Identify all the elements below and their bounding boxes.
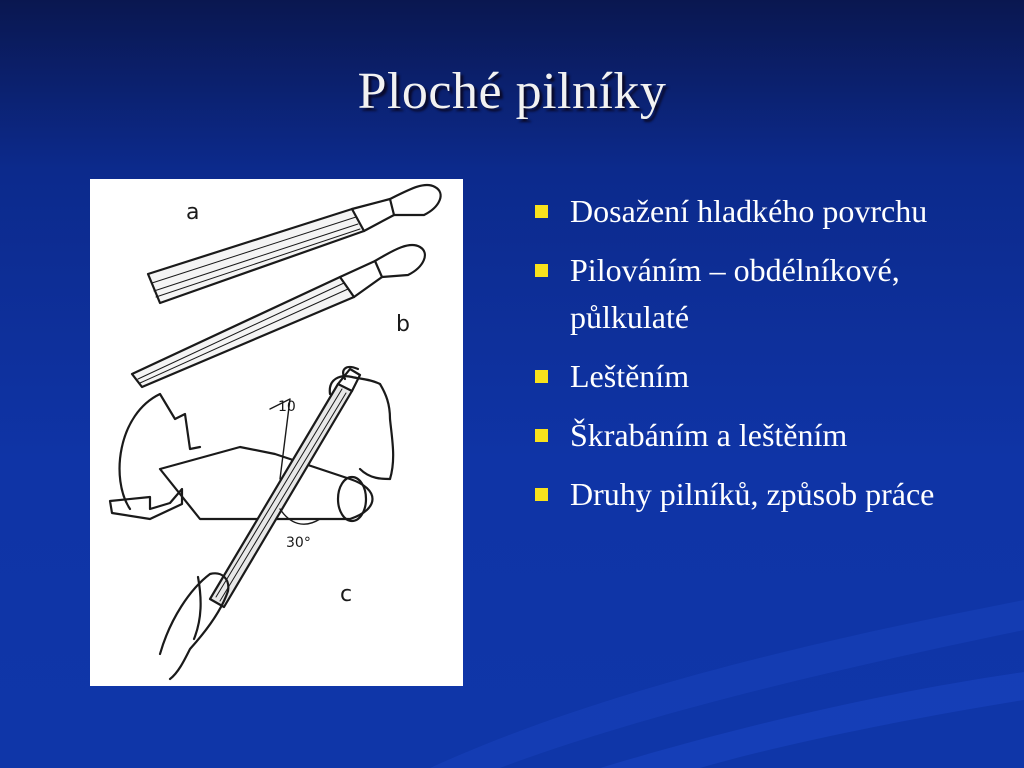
bullet-text: Dosažení hladkého povrchu (570, 193, 928, 229)
bullet-item (532, 412, 1002, 459)
square-bullet-icon (535, 370, 548, 383)
square-bullet-icon (535, 488, 548, 501)
square-bullet-icon (535, 264, 548, 277)
bullet-item (532, 188, 1002, 235)
slide-title: Ploché pilníky (357, 63, 667, 120)
label-angle-small: 10 (278, 399, 296, 415)
bullet-item (532, 353, 1002, 400)
bullet-text: Druhy pilníků, způsob práce (570, 476, 935, 512)
label-b: b (396, 312, 410, 337)
files-drawing (90, 179, 463, 686)
label-a: a (186, 200, 200, 225)
bullet-text: Leštěním (570, 358, 690, 394)
bullet-list (532, 188, 1002, 530)
label-c: c (340, 582, 353, 607)
bullet-item (532, 471, 1002, 518)
bullet-text: Škrabáním a leštěním (570, 417, 848, 453)
square-bullet-icon (535, 429, 548, 442)
files-illustration (90, 179, 463, 686)
bullet-item (532, 247, 1002, 341)
label-angle-large: 30° (286, 535, 311, 551)
bullet-text: Pilováním – obdélníkové, půlkulaté (570, 252, 900, 335)
square-bullet-icon (535, 205, 548, 218)
